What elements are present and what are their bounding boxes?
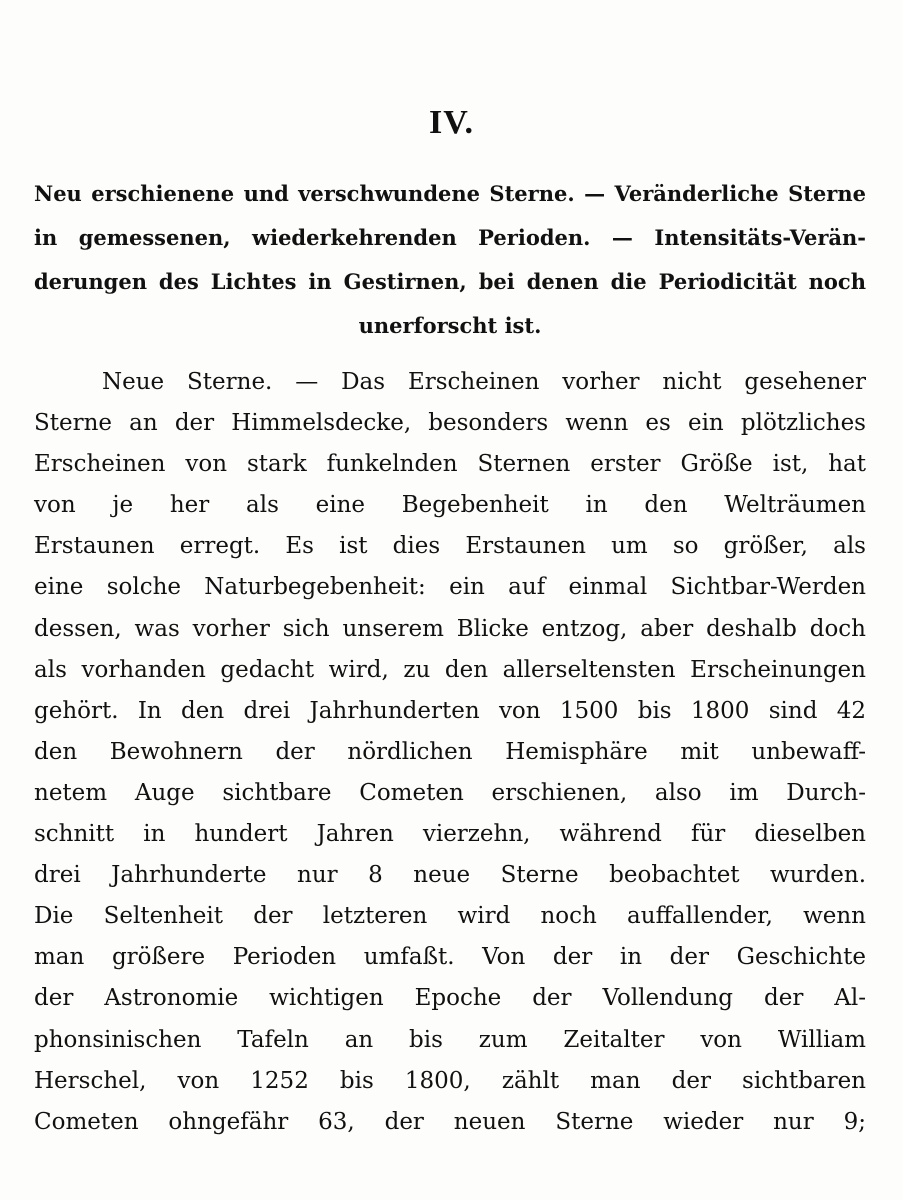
text-line: drei Jahrhunderte nur 8 neue Sterne beobachtet wurden. — [34, 862, 866, 889]
text-line: Erstaunen erregt. Es ist dies Erstaunen um so größer, als — [34, 533, 866, 560]
text-line: dessen, was vorher sich unserem Blicke entzog, aber deshalb doch — [34, 615, 866, 642]
text-line: Herschel, von 1252 bis 1800, zählt man der sichtbaren — [34, 1067, 866, 1094]
text-line: als vorhanden gedacht wird, zu den allerseltensten Erscheinungen — [34, 656, 866, 683]
body-paragraph — [34, 362, 866, 1143]
heading-line: unerforscht ist. — [358, 313, 542, 338]
text-line: Cometen ohngefähr 63, der neuen Sterne wieder nur 9; — [34, 1108, 866, 1135]
text-line: den Bewohnern der nördlichen Hemisphäre mit unbewaff- — [34, 738, 866, 765]
text-line: der Astronomie wichtigen Epoche der Vollendung der Al- — [34, 985, 866, 1012]
heading-line: Neu erschienene und verschwundene Sterne. — Veränderliche Sterne — [34, 181, 866, 206]
text-line: von je her als eine Begebenheit in den Welträumen — [34, 492, 866, 519]
text-line: schnitt in hundert Jahren vierzehn, während für dieselben — [34, 821, 866, 848]
text-line: gehört. In den drei Jahrhunderten von 1500 bis 1800 sind 42 — [34, 697, 866, 724]
text-line: man größere Perioden umfaßt. Von der in der Geschichte — [34, 944, 866, 971]
heading-line: derungen des Lichtes in Gestirnen, bei denen die Periodicität noch — [34, 269, 866, 294]
text-line: Sterne an der Himmelsdecke, besonders wenn es ein plötzliches — [34, 410, 866, 437]
chapter-heading — [34, 172, 866, 348]
chapter-number: IV. — [429, 104, 474, 141]
text-line: phonsinischen Tafeln an bis zum Zeitalter von William — [34, 1026, 866, 1053]
text-line: Neue Sterne. — Das Erscheinen vorher nicht gesehener — [102, 369, 866, 395]
text-line: eine solche Naturbegebenheit: ein auf einmal Sichtbar-Werden — [34, 574, 866, 601]
heading-line: in gemessenen, wiederkehrenden Perioden. — Intensitäts-Verän- — [34, 225, 866, 250]
text-line: Erscheinen von stark funkelnden Sternen erster Größe ist, hat — [34, 451, 866, 478]
text-line: netem Auge sichtbare Cometen erschienen, also im Durch- — [34, 779, 866, 806]
text-line: Die Seltenheit der letzteren wird noch auffallender, wenn — [34, 903, 866, 930]
